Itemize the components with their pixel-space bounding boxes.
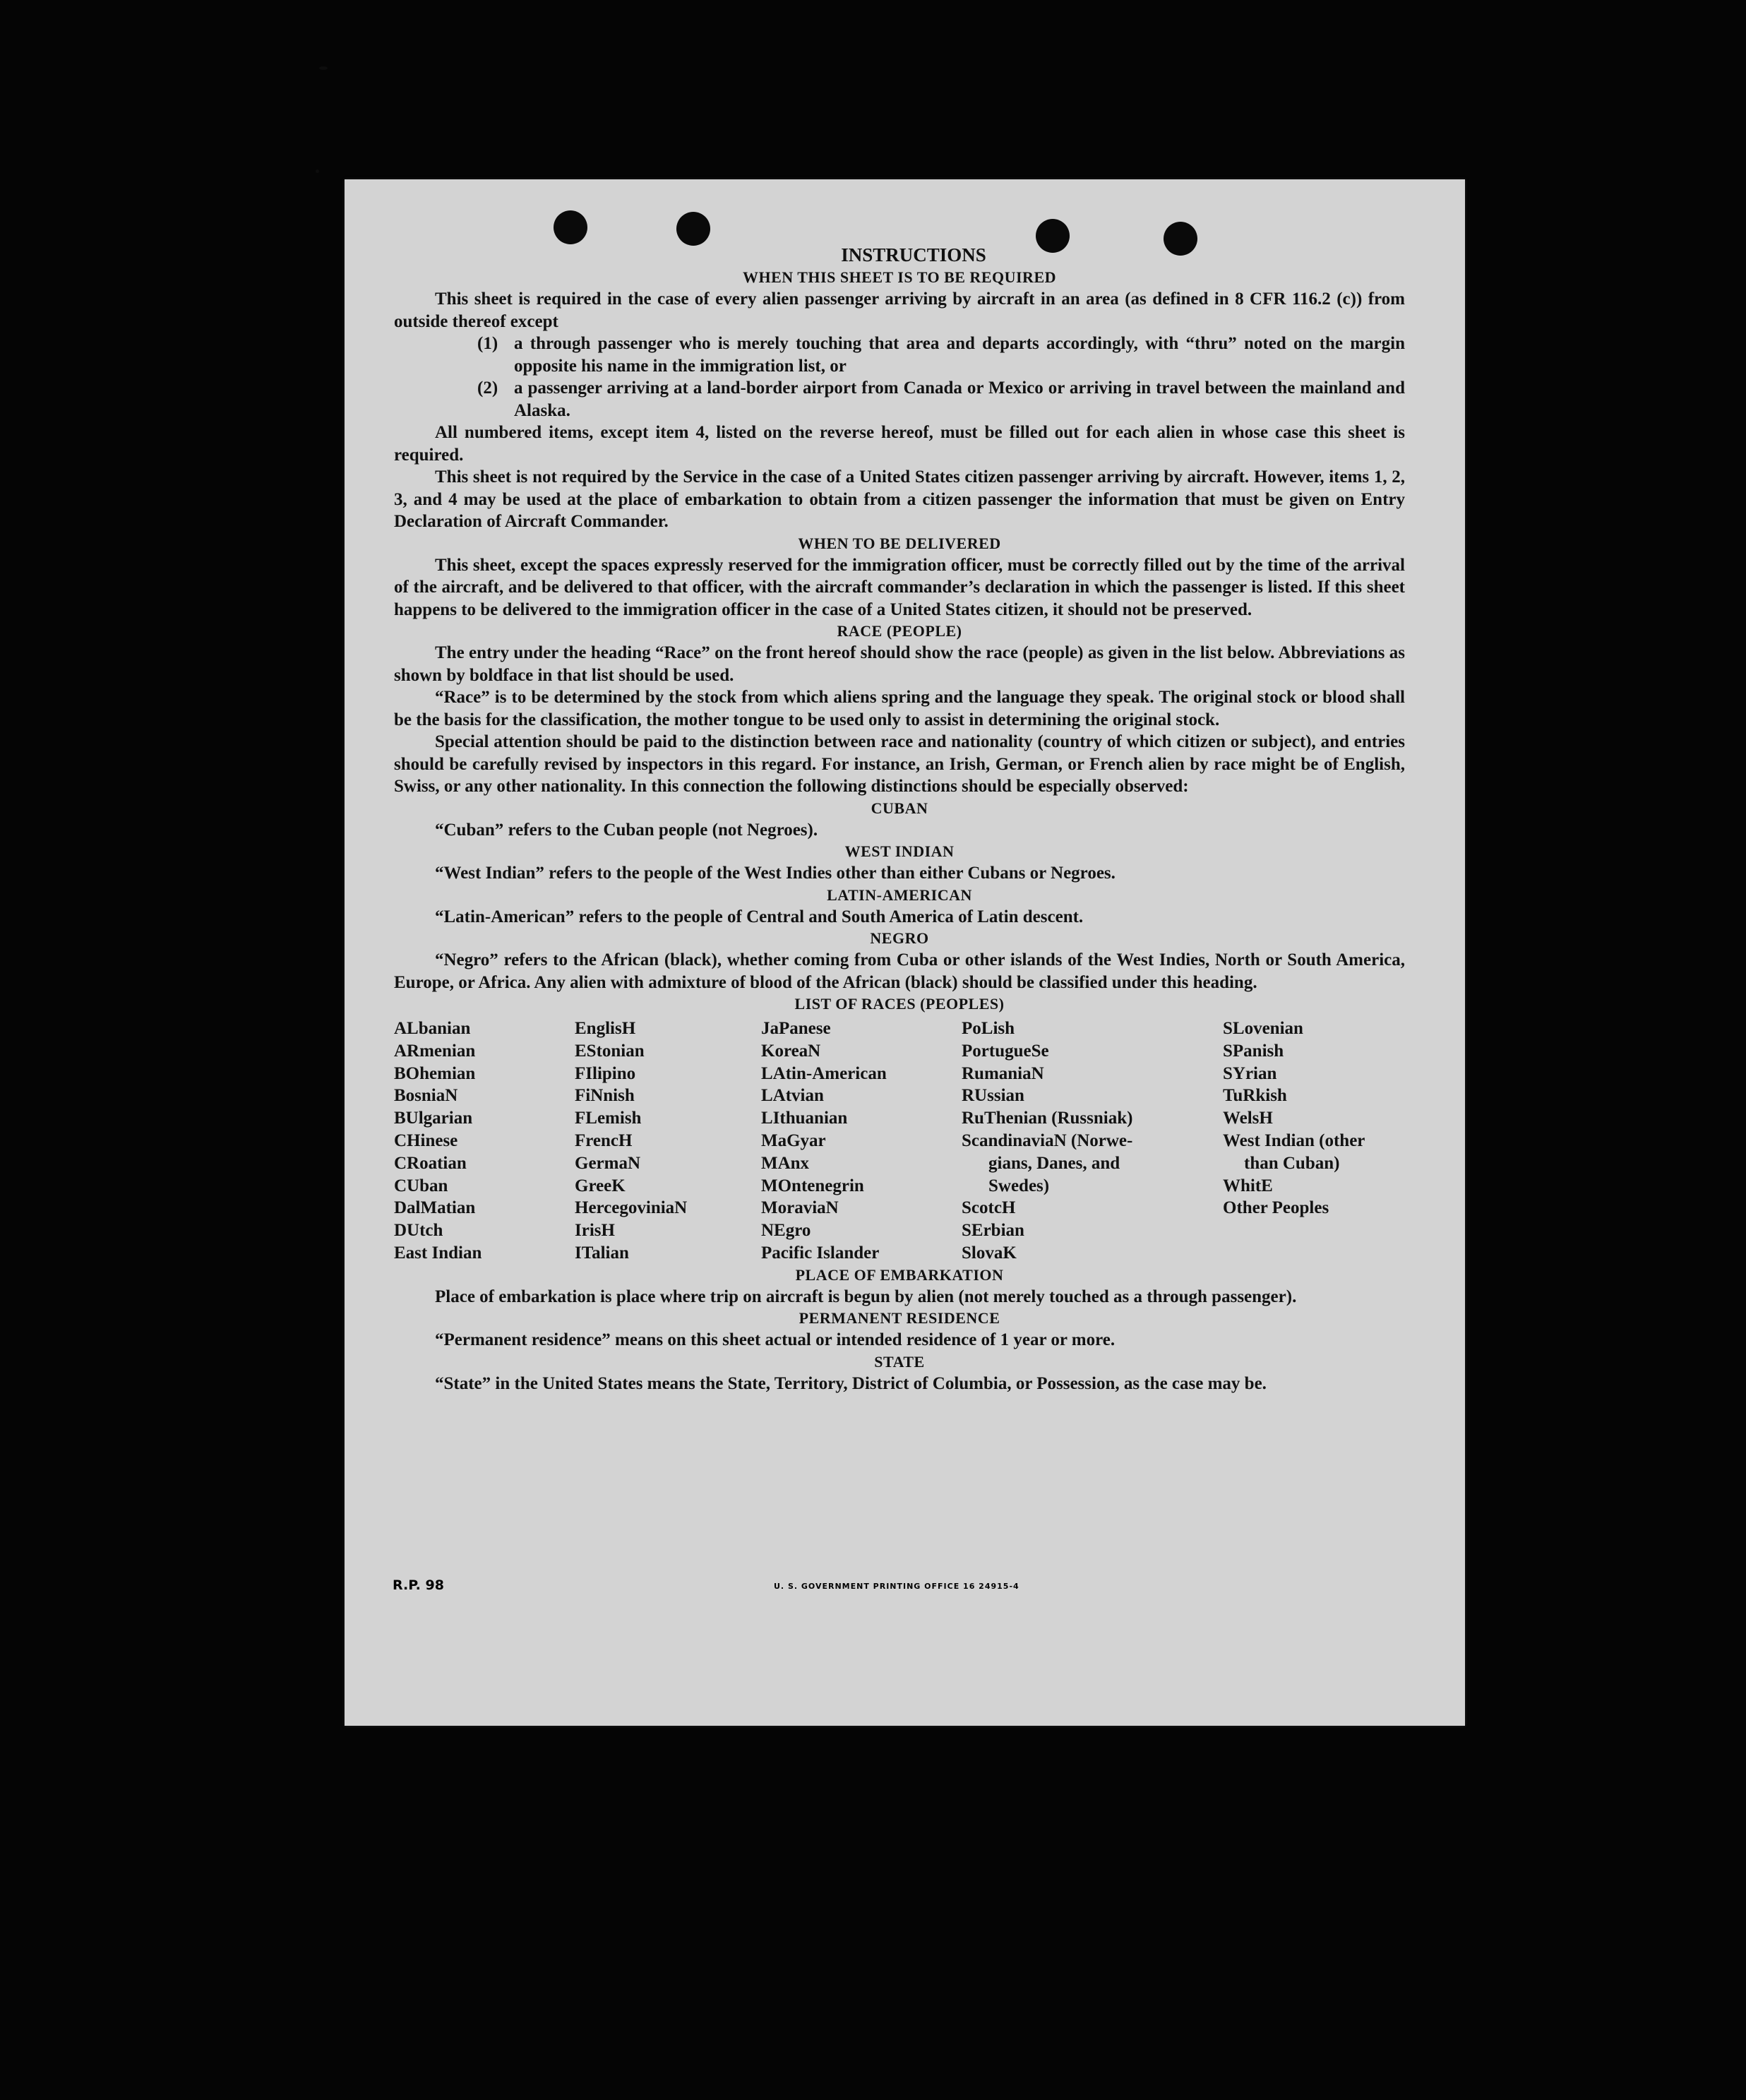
- race-entry: FiNnish: [575, 1086, 635, 1106]
- paragraph: “Cuban” refers to the Cuban people (not Negroes).: [435, 820, 818, 840]
- section-heading-race: RACE (PEOPLE): [837, 622, 962, 640]
- races-column: [575, 1018, 761, 1265]
- race-entry: ITalian: [575, 1243, 629, 1263]
- paragraph: “Permanent residence” means on this sheet actual or intended residence of 1 year or more.: [435, 1330, 1116, 1350]
- paragraph: This sheet is required in the case of every alien passenger arriving by aircraft in an area (as defined in 8 CFR 116.2 (c)) from outside thereof except: [394, 290, 1405, 331]
- race-entry: ScandinaviaN (Norwe-: [962, 1130, 1133, 1150]
- race-entry: MaGyar: [761, 1130, 826, 1150]
- scan-speck: [319, 66, 328, 70]
- race-entry: SlovaK: [962, 1243, 1017, 1263]
- paragraph: Special attention should be paid to the distinction between race and nationality (country of which citizen or subject), and entries should be carefully revised by inspectors in this regard. For instance, an Irish, German, or French alien by race might be of English, Swiss, or any other nationality. In this connection the following distinctions should be especially observed:: [394, 732, 1405, 796]
- race-entry: FrencH: [575, 1130, 633, 1150]
- section-heading-latin-american: LATIN-AMERICAN: [827, 885, 972, 904]
- race-entry: Swedes): [988, 1176, 1050, 1195]
- race-entry: HercegoviniaN: [575, 1198, 688, 1218]
- punch-hole: [676, 212, 710, 246]
- section-heading-cuban: CUBAN: [871, 799, 928, 817]
- list-item: [477, 333, 1405, 377]
- race-entry: EStonian: [575, 1041, 645, 1061]
- printer-imprint: U. S. GOVERNMENT PRINTING OFFICE 16 24915-4: [774, 1582, 1020, 1591]
- paragraph: All numbered items, except item 4, listed on the reverse hereof, must be filled out for each alien in whose case this sheet is required.: [394, 423, 1405, 465]
- race-entry: GermaN: [575, 1153, 641, 1173]
- paragraph: “Negro” refers to the African (black), whether coming from Cuba or other islands of the West Indies, North or South America, Europe, or Africa. Any alien with admixture of blood of the African (black) should be classified under this heading.: [394, 950, 1405, 992]
- race-entry: SLovenian: [1223, 1019, 1303, 1038]
- item-text: a passenger arriving at a land-border airport from Canada or Mexico or arriving in travel between the mainland and Alaska.: [514, 378, 1405, 420]
- punch-hole: [554, 210, 587, 244]
- races-column: [962, 1018, 1223, 1265]
- race-entry: East Indian: [394, 1243, 482, 1263]
- race-entry: BOhemian: [394, 1063, 476, 1083]
- item-number: (2): [477, 378, 498, 398]
- list-item: [477, 377, 1405, 422]
- form-code: R.P. 98: [393, 1577, 444, 1593]
- race-entry: SPanish: [1223, 1041, 1284, 1061]
- races-column: [761, 1018, 962, 1265]
- race-entry: RumaniaN: [962, 1063, 1044, 1083]
- race-entry: WelsH: [1223, 1109, 1273, 1128]
- section-heading-west-indian: WEST INDIAN: [844, 842, 955, 860]
- races-table: [394, 1018, 1405, 1265]
- section-heading-negro: NEGRO: [870, 929, 929, 947]
- race-entry: GreeK: [575, 1176, 626, 1195]
- race-entry: RuThenian (Russniak): [962, 1109, 1133, 1128]
- paragraph: The entry under the heading “Race” on the front hereof should show the race (people) as given in the list below. Abbreviations as shown by boldface in that list should be used.: [394, 643, 1405, 685]
- race-entry: IrisH: [575, 1221, 615, 1241]
- instructions-body: [394, 243, 1405, 1395]
- race-entry: LAtin-American: [761, 1063, 887, 1083]
- race-entry: Other Peoples: [1223, 1198, 1329, 1218]
- race-entry: PortugueSe: [962, 1041, 1049, 1061]
- item-number: (1): [477, 334, 498, 353]
- race-entry: WhitE: [1223, 1176, 1273, 1195]
- section-heading-races-list: LIST OF RACES (PEOPLES): [794, 995, 1005, 1013]
- section-heading-when-required: WHEN THIS SHEET IS TO BE REQUIRED: [742, 268, 1057, 286]
- race-entry: BUlgarian: [394, 1109, 473, 1128]
- section-heading-residence: PERMANENT RESIDENCE: [799, 1309, 1000, 1328]
- paragraph: This sheet is not required by the Service in the case of a United States citizen passenger arriving by aircraft. However, items 1, 2, 3, and 4 may be used at the place of embarkation to obtain from a citizen passenger the information that must be given on Entry Declaration of Aircraft Commander.: [394, 467, 1405, 531]
- race-entry: TuRkish: [1223, 1086, 1287, 1106]
- section-heading-state: STATE: [874, 1352, 925, 1371]
- paragraph: “Latin-American” refers to the people of Central and South America of Latin descent.: [435, 907, 1084, 926]
- race-entry: FIlipino: [575, 1063, 636, 1083]
- item-text: a through passenger who is merely touching that area and departs accordingly, with “thru” noted on the margin opposite his name in the immigration list, or: [514, 334, 1405, 376]
- scan-speck: [316, 169, 319, 173]
- paragraph: “State” in the United States means the State, Territory, District of Columbia, or Possession, as the case may be.: [435, 1373, 1267, 1393]
- paragraph: “West Indian” refers to the people of the West Indies other than either Cubans or Negroes.: [435, 864, 1116, 883]
- race-entry: BosniaN: [394, 1086, 458, 1106]
- race-entry: ScotcH: [962, 1198, 1016, 1218]
- race-entry: PoLish: [962, 1019, 1015, 1038]
- paragraph: Place of embarkation is place where trip on aircraft is begun by alien (not merely touched as a through passenger).: [435, 1287, 1297, 1306]
- race-entry: LAtvian: [761, 1086, 824, 1106]
- race-entry: MOntenegrin: [761, 1176, 864, 1195]
- race-entry: MAnx: [761, 1153, 810, 1173]
- races-column: [1223, 1018, 1405, 1265]
- race-entry: gians, Danes, and: [988, 1153, 1120, 1173]
- race-entry: LIthuanian: [761, 1109, 848, 1128]
- race-entry: DUtch: [394, 1221, 443, 1241]
- paragraph: “Race” is to be determined by the stock from which aliens spring and the language they speak. The original stock or blood shall be the basis for the classification, the mother tongue to be used only to assist in determining the original stock.: [394, 688, 1405, 729]
- race-entry: CRoatian: [394, 1153, 467, 1173]
- race-entry: CUban: [394, 1176, 448, 1195]
- race-entry: NEgro: [761, 1221, 811, 1241]
- section-heading-when-delivered: WHEN TO BE DELIVERED: [798, 534, 1001, 552]
- races-column: [394, 1018, 575, 1265]
- race-entry: SErbian: [962, 1221, 1024, 1241]
- document-page: [345, 179, 1465, 1726]
- page-title: INSTRUCTIONS: [841, 244, 986, 266]
- race-entry: JaPanese: [761, 1019, 831, 1038]
- race-entry: MoraviaN: [761, 1198, 839, 1218]
- section-heading-embarkation: PLACE OF EMBARKATION: [795, 1265, 1004, 1284]
- race-entry: ALbanian: [394, 1019, 471, 1038]
- race-entry: FLemish: [575, 1109, 642, 1128]
- race-entry: West Indian (other: [1223, 1130, 1365, 1150]
- race-entry: ARmenian: [394, 1041, 476, 1061]
- race-entry: EnglisH: [575, 1019, 636, 1038]
- race-entry: KoreaN: [761, 1041, 821, 1061]
- race-entry: RUssian: [962, 1086, 1024, 1106]
- race-entry: than Cuban): [1244, 1153, 1340, 1173]
- race-entry: CHinese: [394, 1130, 458, 1150]
- race-entry: SYrian: [1223, 1063, 1277, 1083]
- race-entry: DalMatian: [394, 1198, 476, 1218]
- race-entry: Pacific Islander: [761, 1243, 880, 1263]
- paragraph: This sheet, except the spaces expressly reserved for the immigration officer, must be correctly filled out by the time of the arrival of the aircraft, and be delivered to that officer, with the aircraft commander’s declaration in which the passenger is listed. If this sheet happens to be delivered to the immigration officer in the case of a United States citizen, it should not be preserved.: [394, 555, 1405, 619]
